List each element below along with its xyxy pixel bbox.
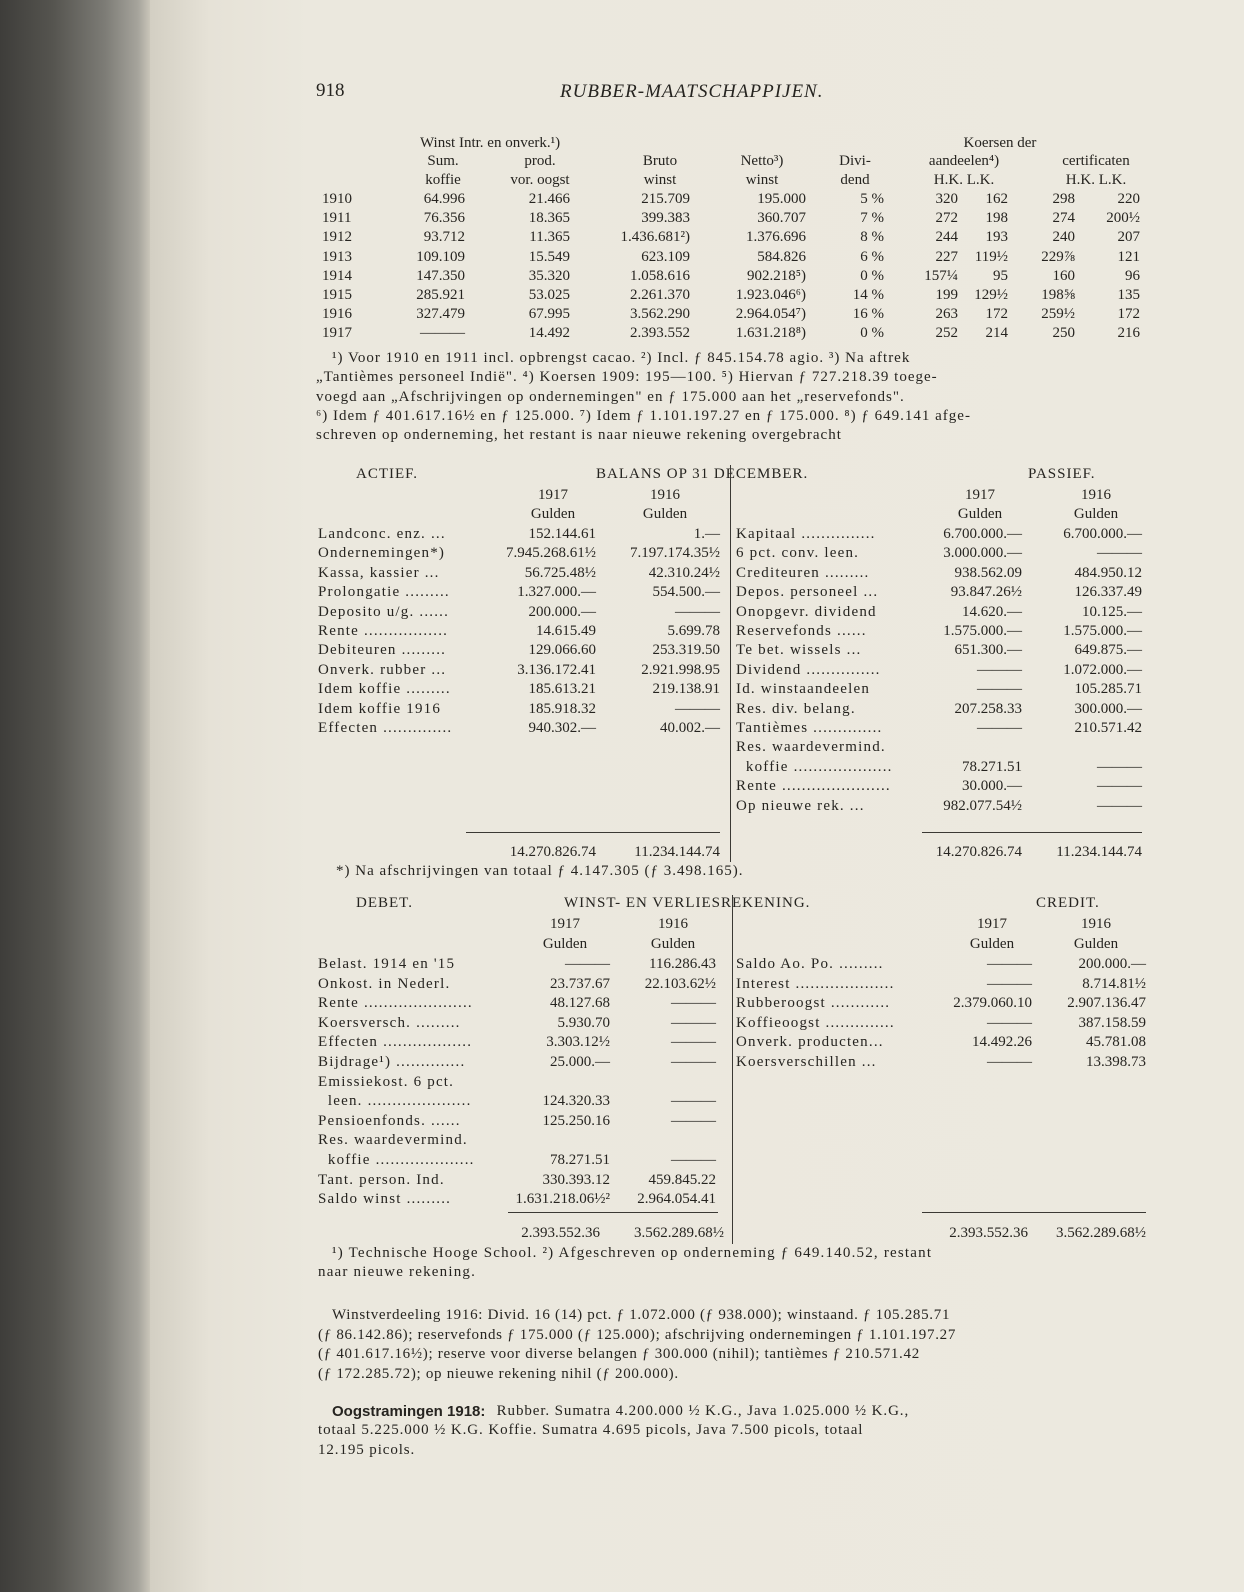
t1-cell: 109.109 [416,248,465,265]
t1-cell: 5 % [860,191,884,207]
t1-note: ⁶) Idem ƒ 401.617.16½ en ƒ 125.000. ⁷) Idem ƒ 1.101.197.27 en ƒ 175.000. ⁸) ƒ 649.141 afge- [316,407,971,424]
balans-actief-1917: 14.615.49 [536,623,596,639]
wv-credit-1916: 45.781.08 [1086,1034,1146,1051]
t1-colhead: koffie [425,172,461,188]
wv-total-rule-right [922,1212,1146,1213]
t1-cell: 0 % [860,325,884,342]
wv-credit-1916: 2.907.136.47 [1067,995,1146,1012]
balans-passief-label: Tantièmes .............. [736,720,883,736]
wv-debet-label: Emissiekost. 6 pct. [318,1073,455,1090]
wv-debet-label: Pensioenfonds. ...... [318,1112,461,1129]
t1-cell: 263 [935,306,958,323]
wv-debet-label: Saldo winst ......... [318,1191,452,1208]
wv-debet-label: Bijdrage¹) .............. [318,1054,466,1070]
balans-passief-1917: 93.847.26½ [950,584,1022,601]
t1-year: 1917 [322,325,352,342]
balans-passief-1916: 210.571.42 [1074,720,1142,736]
t1-cell: 240 [1052,229,1075,246]
t1-year: 1911 [322,210,352,227]
t1-cell: 272 [935,210,958,227]
wv-credit-1917: 14.492.26 [972,1034,1032,1051]
wv-divider [732,895,733,1244]
t1-cell: 7 % [860,210,884,227]
balans-actief-1917: 200.000.— [528,603,596,620]
balans-passief-label: koffie .................... [736,758,893,775]
t1-cell: 200½ [1106,210,1140,227]
balans-passief-1916: 300.000.— [1074,700,1142,717]
wv-debet-1917: 23.737.67 [550,975,610,992]
balans-passief-label: Op nieuwe rek. ... [736,797,865,814]
balans-passief-1917: 207.258.33 [954,700,1022,717]
t1-cell: 252 [935,325,958,342]
balans-passief-label: Res. waardevermind. [736,739,886,756]
wv-debet-1917: 124.320.33 [542,1093,610,1110]
balans-year: 1917 [538,487,568,503]
balans-passief-label: Res. div. belang. [736,700,856,717]
balans-unit: Gulden [1073,506,1119,522]
balans-actief-1916: 7.197.174.35½ [630,545,720,562]
wv-credit-label: Koffieoogst .............. [736,1014,895,1031]
balans-unit: Gulden [530,506,576,522]
t1-cell: 2.393.552 [630,325,690,342]
wv-total-debet-1916: 3.562.289.68½ [634,1225,724,1241]
balans-unit: Gulden [642,506,688,522]
t1-colhead: winst [745,172,779,188]
wv-credit-1916: 13.398.73 [1086,1054,1146,1070]
wv-credit-1917: 2.379.060.10 [953,995,1032,1012]
t1-cell: 215.709 [641,191,690,207]
balans-actief-label: Effecten .............. [318,720,453,736]
t1-cell: 274 [1052,210,1075,227]
balans-passief-1917: 1.575.000.— [943,623,1022,639]
wv-debet-1916: ——— [671,1112,716,1129]
wv-debet-1917: 48.127.68 [550,995,610,1012]
balans-passief-label: Kapitaal ............... [736,526,876,542]
wv-debet-label: Rente ...................... [318,995,473,1012]
balans-passief: PASSIEF. [1028,466,1096,482]
wv-debet: DEBET. [356,895,413,911]
t1-cell: 1.631.218⁸) [735,325,806,342]
balans-actief-1917: 1.327.000.— [517,584,596,601]
t1-cell: 2.964.054⁷) [735,306,806,323]
t1-colhead: dend [840,172,870,188]
t1-cell: 67.995 [528,306,570,323]
t1-cell: 160 [1052,267,1075,284]
balans-passief-label: Depos. personeel ... [736,584,879,601]
balans-passief-1917: 78.271.51 [962,758,1022,775]
t1-cell: 135 [1117,287,1140,303]
balans-actief-label: Idem koffie 1916 [318,700,442,717]
balans-passief-label: Id. winstaandeelen [736,681,871,698]
wv-debet-label: Tant. person. Ind. [318,1171,445,1188]
t1-cell: 902.218⁵) [747,267,806,284]
balans-actief-label: Idem koffie ......... [318,681,451,698]
balans-passief-1917: ——— [977,681,1022,698]
balans-total-rule-left [466,832,720,833]
wv-debet-1916: ——— [671,1054,716,1070]
wv-title: WINST- EN VERLIESREKENING. [564,895,811,911]
wv-debet-1916: 116.286.43 [649,956,716,972]
t1-colhead: H.K. L.K. [1065,172,1127,188]
wv-debet-label: Res. waardevermind. [318,1132,468,1149]
t1-cell: 64.996 [423,191,465,207]
balans-actief-1917: 940.302.— [528,720,596,736]
wv-year: 1916 [658,916,688,932]
wv-credit-1917: ——— [987,956,1032,972]
balans-passief-label: Onopgevr. dividend [736,603,877,620]
balans-passief-1916: 6.700.000.— [1063,526,1142,542]
t1-cell: 121 [1117,248,1140,265]
t1-cell: 119½ [974,248,1008,265]
t1-cell: 193 [985,229,1008,246]
wv-credit-label: Onverk. producten... [736,1034,884,1051]
balans-passief-label: Dividend ............... [736,661,881,678]
t1-cell: 360.707 [757,210,806,227]
wv-debet-label: leen. ..................... [318,1093,472,1110]
balans-actief-1917: 7.945.268.61½ [506,545,596,562]
winstverdeeling-line: (ƒ 401.617.16½); reserve voor diverse belangen ƒ 300.000 (nihil); tantièmes ƒ 210.571.42 [318,1346,920,1362]
t1-year: 1916 [322,306,352,323]
t1-cell: 244 [935,229,958,246]
t1-cell: 129½ [974,287,1008,303]
balans-passief-1916: 1.072.000.— [1063,661,1142,678]
wv-credit-1916: 200.000.— [1078,956,1146,972]
balans-passief-1916: 649.875.— [1074,642,1142,659]
balans-actief-1917: 129.066.60 [528,642,596,659]
balans-actief-label: Prolongatie ......... [318,584,450,601]
balans-total-rule-right [922,832,1142,833]
t1-year: 1913 [322,248,352,265]
balans-actief-1916: 219.138.91 [652,681,720,698]
book-page [150,0,1244,1592]
balans-passief-label: Te bet. wissels ... [736,642,862,659]
t1-cell: 21.466 [528,191,570,207]
t1-cell: 93.712 [423,229,465,246]
t1-cell: 95 [993,267,1008,284]
t1-head-koersen: Koersen der [963,135,1037,151]
t1-cell: 298 [1052,191,1075,207]
oogstramingen-line: totaal 5.225.000 ½ K.G. Koffie. Sumatra 4.695 picols, Java 7.500 picols, totaal [318,1422,864,1439]
t1-note: „Tantièmes personeel Indië". ⁴) Koersen 1909: 195—100. ⁵) Hiervan ƒ 727.218.39 toege- [316,369,938,386]
wv-credit-label: Koersverschillen ... [736,1054,877,1070]
balans-year: 1916 [1081,487,1111,503]
balans-passief-1916: ——— [1097,758,1142,775]
t1-cell: 399.383 [641,210,690,227]
wv-credit-label: Saldo Ao. Po. ......... [736,956,884,972]
t1-cell: 96 [1125,267,1140,284]
wv-debet-label: Koersversch. ......... [318,1014,461,1031]
t1-colhead: prod. [524,153,556,169]
balans-actief-label: Kassa, kassier ... [318,564,440,581]
wv-credit-label: Interest .................... [736,975,895,992]
t1-cell: 198 [985,210,1008,227]
t1-cell: 16 % [852,306,884,323]
t1-cell: 623.109 [641,248,690,265]
t1-cell: 53.025 [528,287,570,303]
wv-debet-label: koffie .................... [318,1152,475,1168]
t1-year: 1914 [322,267,352,284]
balans-actief-label: Onverk. rubber ... [318,661,447,678]
t1-cell: 8 % [860,229,884,246]
balans-passief-label: Rente ...................... [736,778,891,795]
balans-actief-label: Ondernemingen*) [318,545,446,562]
balans-actief-label: Rente ................. [318,623,449,639]
t1-note: voegd aan „Afschrijvingen op ondernemingen" en ƒ 175.000 aan het „reservefonds". [316,388,905,405]
t1-cell: 172 [1117,306,1140,323]
balans-passief-1916: ——— [1097,797,1142,814]
t1-cell: 15.549 [528,248,570,265]
t1-cell: 172 [985,306,1008,323]
t1-cell: 327.479 [416,306,465,323]
wv-credit-label: Rubberoogst ............ [736,995,891,1012]
wv-total-debet-1917: 2.393.552.36 [521,1225,600,1241]
balans-passief-1916: ——— [1097,545,1142,562]
wv-footnote: ¹) Technische Hooge School. ²) Afgeschreven op onderneming ƒ 649.140.52, restant [332,1245,933,1261]
balans-divider [730,465,731,862]
balans-passief-1916: 484.950.12 [1074,564,1142,581]
t1-cell: 18.365 [528,210,570,227]
t1-cell: 14 % [852,287,884,303]
wv-unit: Gulden [542,936,588,952]
t1-cell: 199 [935,287,958,303]
wv-credit-1916: 387.158.59 [1078,1014,1146,1031]
t1-cell: 3.562.290 [630,306,690,323]
t1-cell: 214 [985,325,1008,342]
t1-cell: 1.436.681²) [620,229,690,246]
t1-cell: 14.492 [528,325,570,342]
t1-cell: 584.826 [757,248,806,265]
t1-cell: 227 [935,248,958,265]
wv-total-credit-1916: 3.562.289.68½ [1056,1225,1146,1241]
balans-total-actief-1916: 11.234.144.74 [634,844,720,860]
t1-cell: 1.923.046⁶) [735,287,806,303]
winstverdeeling-line: (ƒ 86.142.86); reservefonds ƒ 175.000 (ƒ 125.000); afschrijving ondernemingen ƒ 1.101.197.27 [318,1326,957,1343]
balans-actief-1916: 1.— [693,526,720,542]
t1-cell: 35.320 [528,267,570,284]
balans-passief-label: Reservefonds ...... [736,623,867,639]
running-title: RUBBER-MAATSCHAPPIJEN. [560,81,824,102]
balans-passief-1916: 105.285.71 [1074,681,1142,698]
wv-credit-1916: 8.714.81½ [1082,975,1146,992]
balans-total-actief-1917: 14.270.826.74 [509,844,596,860]
wv-year: 1917 [977,916,1007,932]
t1-cell: 198⅝ [1041,287,1075,303]
wv-credit: CREDIT. [1036,895,1100,911]
balans-passief-label: 6 pct. conv. leen. [736,545,860,562]
balans-total-passief-1917: 14.270.826.74 [935,844,1022,860]
winstverdeeling-line: Winstverdeeling 1916: Divid. 16 (14) pct. ƒ 1.072.000 (ƒ 938.000); winstaand. ƒ 105.285.71 [332,1307,951,1323]
t1-colhead: Sum. [427,153,459,169]
balans-actief-1917: 152.144.61 [528,526,596,542]
wv-debet-1916: ——— [671,995,716,1012]
t1-cell: ——— [420,325,465,342]
t1-note: schreven op onderneming, het restant is naar nieuwe rekening overgebracht [316,427,842,444]
wv-debet-label: Effecten .................. [318,1034,473,1051]
wv-footnote: naar nieuwe rekening. [318,1264,477,1280]
t1-cell: 229⅞ [1041,248,1075,265]
balans-passief-1917: 982.077.54½ [943,797,1022,814]
wv-debet-1916: ——— [671,1014,716,1031]
balans-footnote: *) Na afschrijvingen van totaal ƒ 4.147.305 (ƒ 3.498.165). [336,863,744,879]
balans-actief-1916: ——— [675,603,720,620]
balans-actief-1917: 3.136.172.41 [517,661,596,678]
balans-passief-1916: 1.575.000.— [1063,623,1142,639]
t1-cell: 216 [1117,325,1140,342]
balans-total-passief-1916: 11.234.144.74 [1056,844,1142,860]
wv-debet-1917: ——— [565,956,610,972]
t1-cell: 320 [935,191,958,207]
wv-year: 1916 [1081,916,1111,932]
balans-passief-1917: ——— [977,661,1022,678]
wv-debet-1916: ——— [671,1034,716,1051]
balans-actief-1916: 40.002.— [660,720,720,736]
t1-head-winst: Winst Intr. en onverk.¹) [420,135,561,151]
t1-cell: 195.000 [757,191,806,207]
t1-cell: 207 [1117,229,1140,246]
oogstramingen-label: Oogstramingen 1918: [332,1403,486,1420]
balans-actief-1916: ——— [675,700,720,717]
balans-passief-1917: 30.000.— [962,778,1022,795]
t1-cell: 1.058.616 [630,267,690,284]
t1-colhead: certificaten [1062,153,1130,169]
balans-passief-label: Crediteuren ......... [736,564,870,581]
wv-debet-1916: 22.103.62½ [644,975,716,992]
t1-cell: 157¼ [924,267,958,284]
wv-debet-1916: ——— [671,1093,716,1110]
wv-debet-1917: 5.930.70 [557,1014,610,1031]
balans-actief-label: Debiteuren ......... [318,642,447,659]
balans-actief-1916: 42.310.24½ [648,564,720,581]
t1-colhead: Netto³) [740,153,784,169]
wv-debet-1917: 3.303.12½ [546,1034,610,1051]
t1-year: 1912 [322,229,352,246]
balans-passief-1917: 938.562.09 [954,564,1022,581]
wv-unit: Gulden [1073,936,1119,952]
balans-passief-1917: 6.700.000.— [943,526,1022,542]
balans-actief-label: Deposito u/g. ...... [318,603,450,620]
wv-debet-1916: 459.845.22 [648,1171,716,1188]
t1-cell: 0 % [860,267,884,284]
t1-cell: 1.376.696 [746,229,806,246]
balans-year: 1917 [965,487,995,503]
wv-debet-label: Belast. 1914 en '15 [318,956,456,972]
balans-passief-1917: 3.000.000.— [943,545,1022,562]
wv-unit: Gulden [969,936,1015,952]
wv-credit-1917: ——— [987,1054,1032,1070]
wv-debet-1917: 1.631.218.06½² [515,1191,610,1208]
t1-cell: 2.261.370 [630,287,690,303]
wv-debet-1917: 78.271.51 [550,1152,610,1168]
t1-colhead: aandeelen⁴) [928,153,1000,169]
balans-actief-label: Landconc. enz. ... [318,526,446,542]
wv-total-credit-1917: 2.393.552.36 [949,1225,1028,1241]
wv-debet-1916: ——— [671,1152,716,1168]
oogstramingen-line: 12.195 picols. [318,1441,416,1458]
t1-cell: 162 [985,191,1008,207]
balans-year: 1916 [650,487,680,503]
t1-colhead: H.K. L.K. [933,172,995,188]
t1-cell: 76.356 [423,210,465,227]
t1-year: 1910 [322,191,352,207]
balans-passief-1916: 126.337.49 [1074,584,1142,601]
balans-passief-1916: ——— [1097,778,1142,795]
t1-cell: 6 % [860,248,884,265]
balans-passief-1917: 651.300.— [954,642,1022,659]
t1-colhead: vor. oogst [510,172,570,188]
t1-cell: 11.365 [529,229,570,246]
page-number: 918 [316,80,345,101]
balans-actief-1916: 2.921.998.95 [641,661,720,678]
wv-unit: Gulden [650,936,696,952]
t1-colhead: Divi- [839,153,871,169]
wv-debet-label: Onkost. in Nederl. [318,975,451,992]
balans-passief-1917: 14.620.— [962,603,1022,620]
t1-note: ¹) Voor 1910 en 1911 incl. opbrengst cacao. ²) Incl. ƒ 845.154.78 agio. ³) Na aftrek [332,350,911,366]
balans-passief-1917: ——— [977,720,1022,736]
t1-cell: 250 [1052,325,1075,342]
t1-cell: 147.350 [416,267,465,284]
balans-actief-1917: 56.725.48½ [524,564,596,581]
t1-colhead: Bruto [642,153,678,169]
balans-actief-1916: 5.699.78 [667,623,720,639]
balans-passief-1916: 10.125.— [1082,603,1142,620]
t1-cell: 259½ [1041,306,1075,323]
balans-actief-1917: 185.613.21 [528,681,596,698]
balans-actief-1917: 185.918.32 [528,700,596,717]
balans-unit: Gulden [957,506,1003,522]
balans-actief: ACTIEF. [356,466,419,482]
wv-year: 1917 [550,916,580,932]
oogstramingen-line: Rubber. Sumatra 4.200.000 ½ K.G., Java 1.025.000 ½ K.G., [492,1403,910,1419]
wv-debet-1917: 330.393.12 [542,1171,610,1188]
balans-title: BALANS OP 31 DECEMBER. [596,466,809,482]
t1-year: 1915 [322,287,352,303]
wv-debet-1917: 125.250.16 [542,1112,610,1129]
wv-debet-1916: 2.964.054.41 [637,1191,716,1208]
t1-colhead: winst [643,172,677,188]
wv-credit-1917: ——— [987,975,1032,992]
t1-cell: 220 [1117,191,1140,207]
t1-cell: 285.921 [416,287,465,303]
wv-credit-1917: ——— [987,1014,1032,1031]
balans-actief-1916: 253.319.50 [652,642,720,659]
book-binding [0,0,150,1592]
balans-actief-1916: 554.500.— [652,584,720,601]
wv-total-rule-left [508,1212,718,1213]
wv-debet-1917: 25.000.— [550,1054,610,1070]
winstverdeeling-line: (ƒ 172.285.72); op nieuwe rekening nihil (ƒ 200.000). [318,1365,679,1382]
